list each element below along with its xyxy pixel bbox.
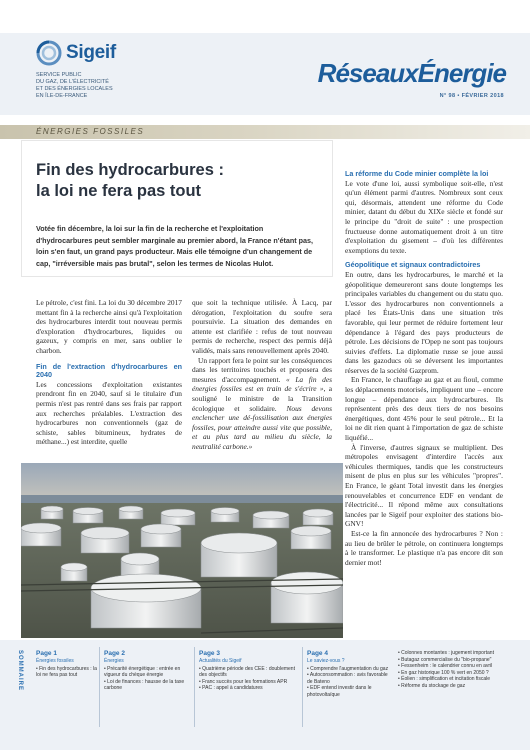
summary-section: Actualités du Sigeif xyxy=(199,658,242,664)
summary-item: • Réforme du stockage de gaz xyxy=(398,682,466,689)
summary-page-number: Page 3 xyxy=(199,650,220,657)
masthead-title: RéseauxÉnergie xyxy=(317,58,506,88)
summary-section: Énergies xyxy=(104,658,124,664)
paragraph: À l'inverse, d'autres signaux se multiplient. Des métropoles envisagent d'interdire l'accès aux véhicules thermiques, tandis que les constructeurs misent de plus en plus sur les véhicules "propres". En France, le géant Total investit dans les énergies renouvelables et concurrence EDF en vendant de l'électricité... Il répond même aux consultations lancées par le Sigeif pour exploiter des stations bio-GNV! xyxy=(345,442,503,529)
summary-item: • Autoconsommation : avis favorable de Bateno xyxy=(307,672,388,685)
summary-section: Énergies fossiles xyxy=(36,658,74,664)
summary-item: • Précarité énergétique : entrée en vigueur du chèque énergie xyxy=(104,665,181,678)
summary-divider xyxy=(302,647,303,727)
quote: « La fin des énergies fossiles est en train de s'écrire » xyxy=(192,374,332,394)
summary-label-text: SOMMAIRE xyxy=(16,650,23,691)
title-line-2: la loi ne fera pas tout xyxy=(36,182,202,200)
summary-item: • Éolien : simplification et incitation fiscale xyxy=(398,676,491,682)
summary-item: • Butagaz commercialise du "bio-propane" xyxy=(398,656,492,663)
column-2 xyxy=(192,298,332,452)
logo-text: Sigeif xyxy=(66,42,116,63)
subhead-code-minier: La réforme du Code minier complète la loi xyxy=(345,169,489,178)
column-3 xyxy=(345,170,503,567)
summary-label xyxy=(15,650,23,695)
summary-item: • EDF entend investir dans le photovoltaïque xyxy=(307,685,372,698)
org-line: EN ÎLE-DE-FRANCE xyxy=(36,93,88,99)
summary-item: • Colonnes montantes : jugement important xyxy=(398,650,494,656)
summary-divider xyxy=(194,647,195,727)
oil-tanks-illustration xyxy=(21,463,343,638)
org-line: ET DES ÉNERGIES LOCALES xyxy=(36,86,113,92)
summary-item: • Fin des hydrocarbures : la loi ne fera pas tout xyxy=(36,665,97,678)
article-lead: Votée fin décembre, la loi sur la fin de la recherche et l'exploitation d'hydrocarbures peut sembler marginale au premier abord, la France n'étant pas, loin s'en faut, un grand pays producteur. Mais elle témoigne d'un changement de cap, "irréversible mais pas brutal", selon les termes de Nicolas Hulot. xyxy=(36,224,314,268)
summary-item: • Loi de finances : hausse de la taxe carbone xyxy=(104,678,185,691)
summary-section: Le saviez-vous ? xyxy=(307,658,345,664)
paragraph-text: Un rapport fera le point sur les conséquences dans les territoires touchés et proposera des mesures d'accompagnement. xyxy=(192,355,332,384)
org-line: DU GAZ, DE L'ÉLECTRICITÉ xyxy=(36,79,109,85)
paragraph: En outre, dans les hydrocarbures, le marché et la géopolitique demeureront sans doute longtemps les principales variables du changement ou du statu quo. L'essor des hydrocarbures non conventionnels a placé les États-Unis dans une situation très favorable, qui leur permet de réduire fortement leur dépendance à l'égard des pays producteurs de pétrole. Les décisions de l'Opep ne sont pas toujours suivies d'effets. La diplomatie russe se joue aussi dans les gazoducs où se déversent les importantes réserves de la société Gazprom. xyxy=(345,269,503,375)
summary-item: • Comprendre l'augmentation du gaz xyxy=(307,665,389,672)
summary-page-3 xyxy=(199,650,299,692)
title-line-1: Fin des hydrocarbures : xyxy=(36,161,224,179)
sigeif-logo xyxy=(36,40,116,66)
issue-number: N° 98 • FÉVRIER 2018 xyxy=(439,93,504,99)
subhead-extraction: Fin de l'extraction d'hydrocarbures en 2040 xyxy=(36,361,182,380)
paragraph: que soit la technique utilisée. À Lacq, par dérogation, l'exploitation du soufre sera poursuivie. La situation des demandes en attente est clarifiée : refus de tout nouveau permis de recherche, respect des permis déjà validés, mais sans renouvellement après 2040. xyxy=(192,298,332,355)
paragraph: Les concessions d'exploitation existantes prendront fin en 2040, sauf si le titulaire d'un permis n'est pas rentré dans ses frais par rapport aux recherches préalables. L'extraction des hydrocarbures non conventionnels (gaz de schiste, sables bitumineux, hydrates de méthane...) est interdite, quelle xyxy=(36,379,182,447)
summary-page-number: Page 2 xyxy=(104,650,125,657)
paragraph: En France, le chauffage au gaz et au fioul, comme les déplacements motorisés, impliquent une – encore longue – dépendance aux hydrocarbures. Ils représentent près des deux tiers de nos besoins énergétiques, dont 45% pour le seul pétrole... Et la loi ne dit rien quant à l'importation de gaz de schiste liquéfié... xyxy=(345,375,503,443)
paragraph: Est-ce la fin annoncée des hydrocarbures ? Non : au lieu de brûler le pétrole, on continuera longtemps à le transformer. Le plastique n'a pas encore dit son dernier mot! xyxy=(345,528,503,567)
summary-page-2 xyxy=(104,650,192,692)
subhead-geopolitique: Géopolitique et signaux contradictoires xyxy=(345,260,481,270)
oil-tanks-photo xyxy=(21,463,343,638)
summary-item: • PAC : appel à candidatures xyxy=(199,685,263,691)
summary-item: • Fessenheim : le calendrier connu en avril xyxy=(398,663,493,669)
summary-item: • Quatrième période des CEE : doublement des objectifs xyxy=(199,665,295,678)
summary-page-number: Page 1 xyxy=(36,650,57,657)
summary-page-4 xyxy=(307,650,393,698)
summary-item: • Franc succès pour les formations APR xyxy=(199,678,288,685)
top-band xyxy=(0,0,530,33)
org-line: SERVICE PUBLIC xyxy=(36,72,82,78)
summary-page-4-continued xyxy=(398,650,523,689)
paragraph-text: , a souligné le ministre de la Transition écologique et solidaire. xyxy=(192,384,332,413)
summary-item: • En gaz historique 100 % vert en 2050 ? xyxy=(398,669,489,676)
paragraph: Le pétrole, c'est fini. La loi du 30 décembre 2017 mettant fin à la recherche ainsi qu'à l'exploitation des hydrocarbures interdit tout nouveau permis d'exploration d'hydrocarbures, liquides ou gazeux, y compris en mer, sans oublier le charbon. xyxy=(36,298,182,355)
summary-divider xyxy=(99,647,100,727)
section-label: ÉNERGIES FOSSILES xyxy=(36,127,145,136)
paragraph xyxy=(192,356,332,452)
article-title xyxy=(36,160,316,202)
paragraph: Le vote d'une loi, aussi symbolique soit-elle, n'est qu'un élément parmi d'autres. Nombreux sont ceux qui, désormais, attendent une réforme du Code minier, datant du début du XIXe siècle et fondé sur le principe du "droit de suite" : une prospection fructueuse donne automatiquement droit à un titre d'exploitation du gisement – d'où les différentes exemptions du texte. xyxy=(345,178,503,255)
quote: Nous devons enclencher une dé-fossilisation aux énergies fossiles, pour atteindre aussi vite que possible, et au plus tard au milieu du siècle, la neutralité carbone.» xyxy=(192,403,332,451)
summary-page-1 xyxy=(36,650,98,679)
sigeif-logo-icon xyxy=(36,40,62,66)
summary-page-number: Page 4 xyxy=(307,650,328,657)
org-description xyxy=(36,72,126,100)
column-1 xyxy=(36,298,182,447)
